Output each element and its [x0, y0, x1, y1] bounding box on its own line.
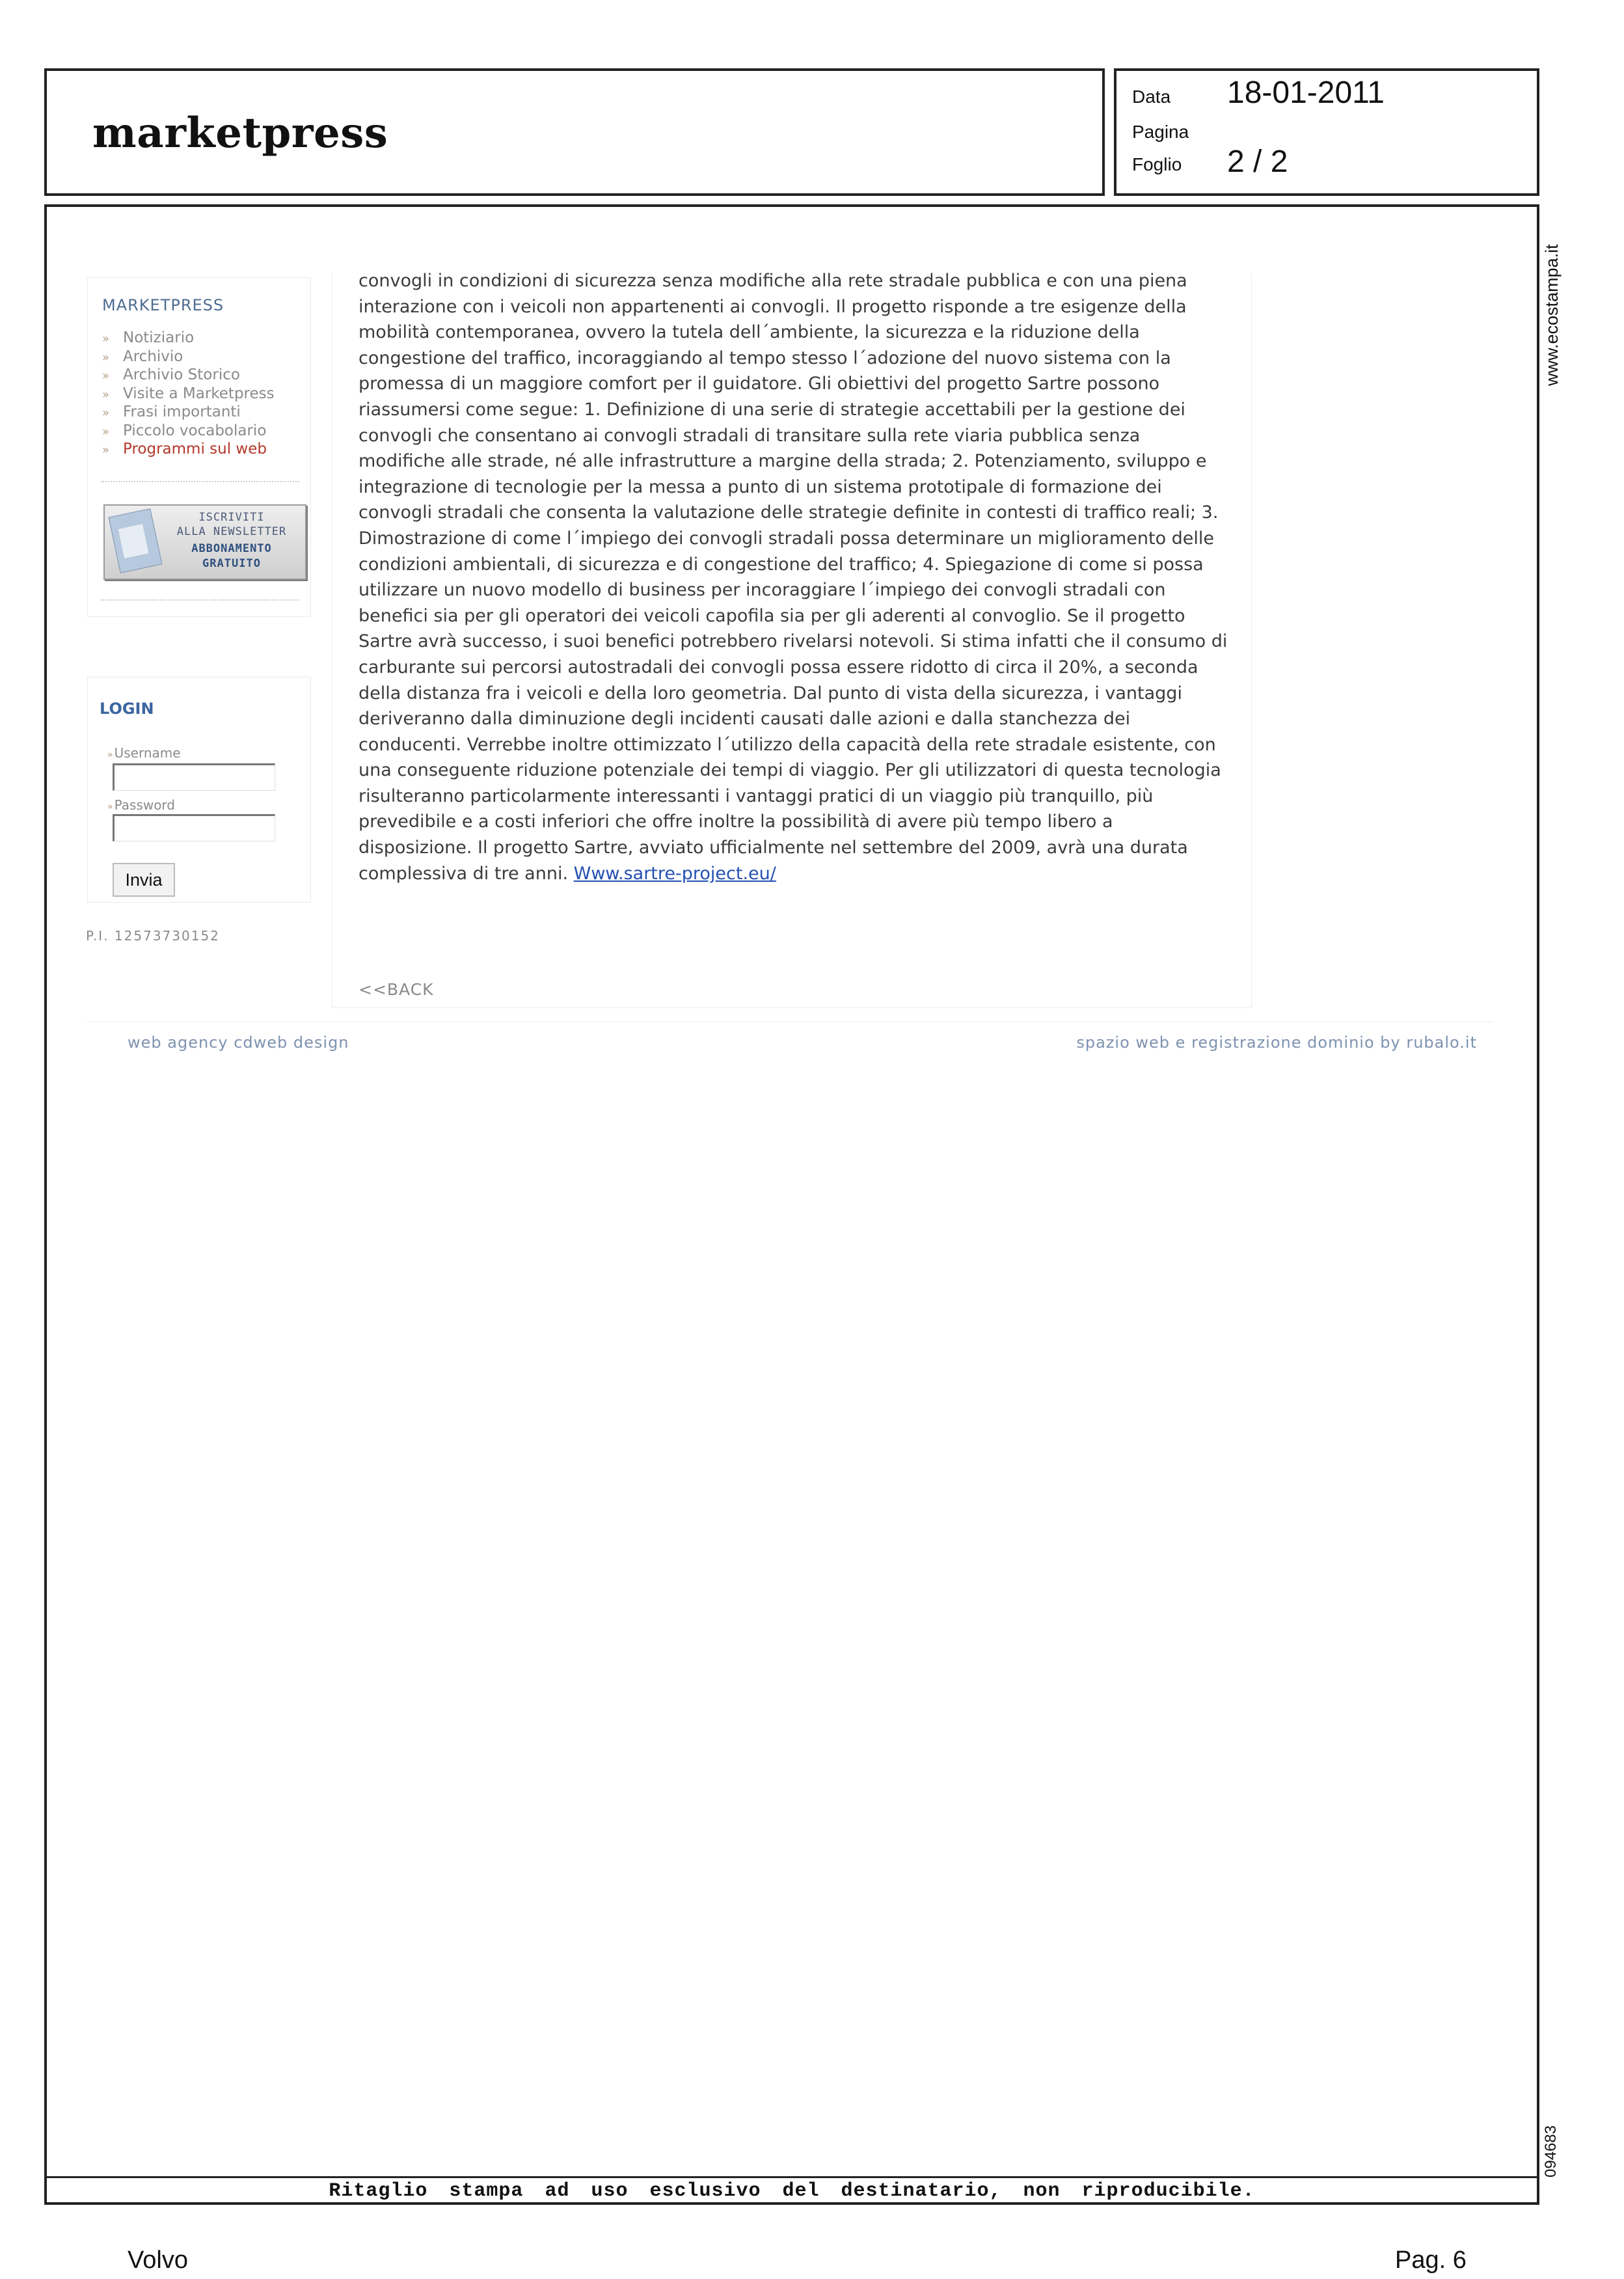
menu-item-frasi[interactable]: » Frasi importanti — [102, 403, 275, 422]
disclaimer: Ritaglio stampa ad uso esclusivo del destinatario, non riproducibile. — [329, 2180, 1255, 2202]
password-label: » Password — [107, 797, 175, 813]
username-input[interactable] — [113, 763, 275, 791]
newsletter-line: ABBONAMENTO — [191, 542, 272, 555]
login-box — [87, 677, 311, 903]
divider — [101, 481, 299, 482]
article-panel — [332, 273, 1252, 1008]
footer-page-number: Pag. 6 — [1395, 2246, 1467, 2274]
menu-item-notiziario[interactable]: » Notiziario — [102, 329, 275, 348]
arrow-bullet-icon: » — [102, 369, 110, 383]
username-label: » Username — [107, 745, 181, 761]
menu-item-programmi[interactable]: » Programmi sul web — [102, 440, 275, 459]
newsletter-button[interactable] — [103, 504, 306, 580]
sidebar-title: MARKETPRESS — [102, 296, 224, 314]
article-link[interactable]: Www.sartre-project.eu/ — [573, 863, 776, 884]
newsletter-line: ALLA NEWSLETTER — [176, 525, 287, 538]
newsletter-line: ISCRIVITI — [198, 511, 265, 524]
menu-item-archivio[interactable]: » Archivio — [102, 348, 275, 366]
side-site-label: www.ecostampa.it — [1542, 244, 1562, 386]
password-input[interactable] — [113, 814, 275, 841]
side-code-label: 094683 — [1542, 2125, 1560, 2177]
menu-item-visite[interactable]: » Visite a Marketpress — [102, 385, 275, 403]
pagina-label: Pagina — [1132, 122, 1189, 142]
sidebar-menu-box — [87, 277, 311, 617]
newsletter-icon — [109, 508, 163, 573]
arrow-bullet-icon: » — [107, 802, 113, 812]
brand-title: marketpress — [92, 109, 388, 157]
article-body: convogli in condizioni di sicurezza senza modifiche alla rete stradale pubblica e con una piena interazione con i veicoli non appartenenti ai convogli. Il progetto risponde a tre esigenze della mobilità contemporanea, ovvero la tutela dell´ambiente, la sicurezza e la riduzione della congestione del traffico, incoraggiando al tempo stesso l´adozione del nuovo sistema con la promessa di un maggiore comfort per il guidatore. Gli obiettivi del progetto Sartre possono riassumersi come segue: 1. Definizione di una serie di strategie accettabili per la gestione dei convogli che consentano ai convogli stradali di transitare sulla rete viaria pubblica senza modifiche alle strade, né alle infrastrutture a margine della strada; 2. Potenziamento, sviluppo e integrazione di tecnologie per la messa a punto di un sistema prototipale di formazione dei convogli stradali che consenta la valutazione delle strategie definite in contesti di traffico reali; 3. Dimostrazione di come l´impiego dei convogli stradali possa determinare un miglioramento delle condizioni ambientali, di sicurezza e di congestione del traffico; 4. Spiegazione di come si possa utilizzare un nuovo modello di business per incoraggiare l´impiego dei convogli stradali con benefici sia per gli operatori dei veicoli capofila sia per gli aderenti al convoglio. Se il progetto Sartre avrà successo, i suoi benefici potrebbero rivelarsi notevoli. Si stima infatti che il consumo di carburante sui percorsi autostradali dei convogli possa essere ridotto di circa il 20%, a seconda della distanza fra i veicoli e della loro geometria. Dal punto di vista della sicurezza, i vantaggi deriveranno dalla diminuzione degli incidenti causati dalle azioni e dalla stanchezza dei conducenti. Verrebbe inoltre ottimizzato l´utilizzo della capacità della rete stradale esistente, con una conseguente riduzione potenziale dei tempi di viaggio. Per gli utilizzatori di questa tecnologia risulteranno particolarmente interessanti i vantaggi pratici di un viaggio più tranquillo, più prevedibile e a costi inferiori che offre inoltre la possibilità di avere più tempo libero a disposizione. Il progetto Sartre, avviato ufficialmente nel settembre del 2009, avrà una durata complessiva di tre anni. Www.sartre-project.eu/ — [359, 271, 1228, 884]
arrow-bullet-icon: » — [102, 443, 110, 457]
vat-number: P.I. 12573730152 — [86, 928, 220, 944]
web-page-capture — [85, 273, 1496, 1093]
header-meta-box — [1114, 68, 1539, 196]
divider — [101, 599, 299, 601]
login-submit-button[interactable]: Invia — [113, 863, 175, 897]
data-value: 18-01-2011 — [1227, 75, 1385, 110]
back-link[interactable]: <<BACK — [359, 980, 434, 999]
arrow-bullet-icon: » — [102, 350, 110, 364]
arrow-bullet-icon: » — [102, 332, 110, 346]
menu-item-archivio-storico[interactable]: » Archivio Storico — [102, 366, 275, 385]
data-label: Data — [1132, 87, 1171, 107]
hosting-link[interactable]: spazio web e registrazione dominio by rubalo.it — [1076, 1033, 1477, 1052]
foglio-label: Foglio — [1132, 154, 1182, 174]
arrow-bullet-icon: » — [102, 424, 110, 439]
arrow-bullet-icon: » — [102, 406, 110, 420]
menu-item-vocabolario[interactable]: » Piccolo vocabolario — [102, 422, 275, 441]
agency-link[interactable]: web agency cdweb design — [128, 1033, 349, 1052]
header-brand-box — [44, 68, 1105, 196]
arrow-bullet-icon: » — [102, 387, 110, 402]
login-title: LOGIN — [100, 700, 154, 718]
footer-keyword: Volvo — [128, 2246, 188, 2274]
newsletter-line: GRATUITO — [202, 557, 261, 570]
sidebar-menu — [102, 329, 275, 459]
foglio-value: 2 / 2 — [1227, 144, 1288, 179]
disclaimer-divider — [47, 2176, 1537, 2178]
arrow-bullet-icon: » — [107, 750, 113, 760]
